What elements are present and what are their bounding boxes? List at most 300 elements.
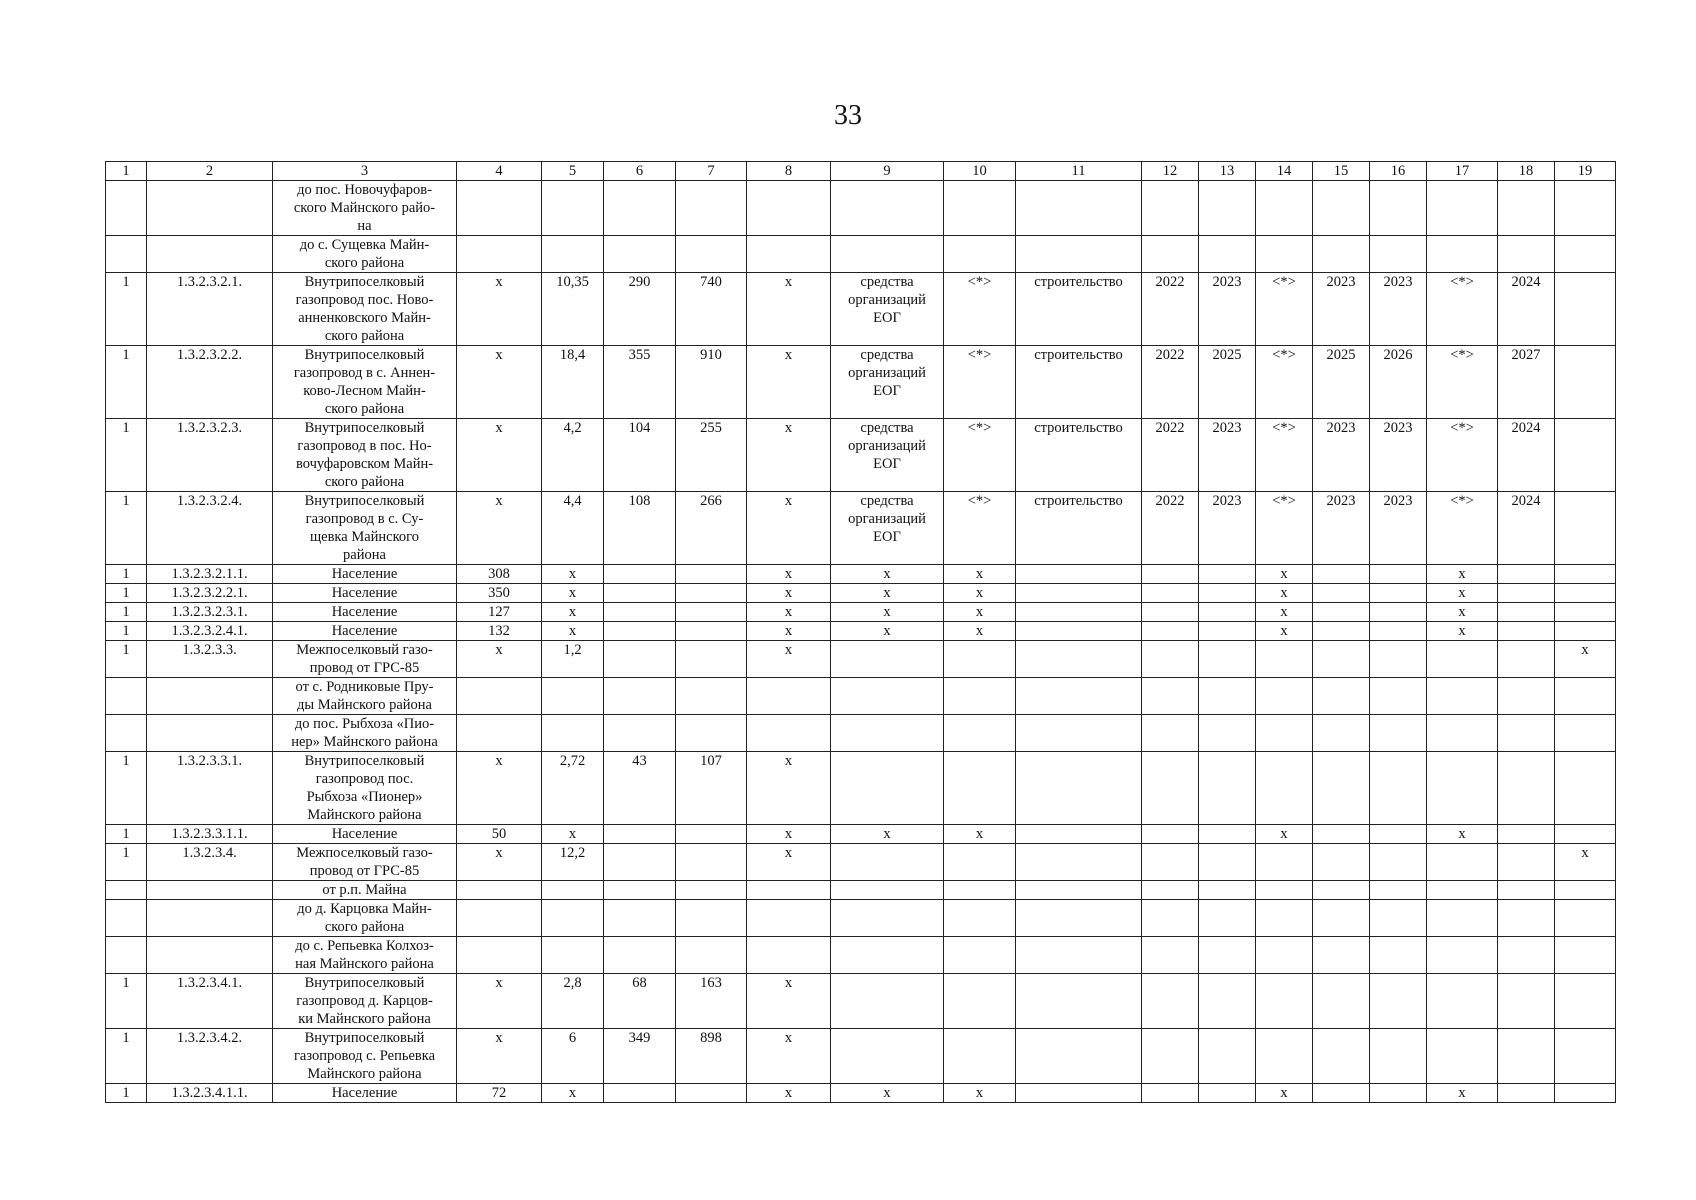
table-cell-col-17: x xyxy=(1427,1084,1498,1103)
table-cell-col-13 xyxy=(1199,584,1256,603)
table-cell-col-18 xyxy=(1498,678,1555,715)
table-row xyxy=(106,565,1616,584)
table-row xyxy=(106,1084,1616,1103)
table-cell-col-4: 350 xyxy=(457,584,542,603)
table-cell-col-8: x xyxy=(747,346,831,419)
table-cell-col-9 xyxy=(831,974,944,1029)
table-cell-col-14 xyxy=(1256,881,1313,900)
table-cell-col-18: 2027 xyxy=(1498,346,1555,419)
table-cell-col-4: 50 xyxy=(457,825,542,844)
table-cell-col-1: 1 xyxy=(106,492,147,565)
table-cell-col-17: x xyxy=(1427,565,1498,584)
table-cell-col-14: <*> xyxy=(1256,273,1313,346)
table-cell-col-5: x xyxy=(542,565,604,584)
table-cell-col-15: 2023 xyxy=(1313,492,1370,565)
table-cell-col-3: Население xyxy=(273,603,457,622)
table-cell-col-16 xyxy=(1370,622,1427,641)
table-cell-col-11 xyxy=(1016,641,1142,678)
table-cell-col-16 xyxy=(1370,678,1427,715)
table-cell-col-9: x xyxy=(831,1084,944,1103)
table-cell-col-5: 4,4 xyxy=(542,492,604,565)
table-cell-col-12 xyxy=(1142,1084,1199,1103)
table-cell-col-4 xyxy=(457,937,542,974)
table-row xyxy=(106,715,1616,752)
header-cell-18: 18 xyxy=(1498,162,1555,181)
table-cell-col-5: 10,35 xyxy=(542,273,604,346)
table-cell-col-19 xyxy=(1555,900,1616,937)
table-cell-col-1 xyxy=(106,181,147,236)
table-cell-col-11: строительство xyxy=(1016,492,1142,565)
table-cell-col-17 xyxy=(1427,881,1498,900)
table-cell-col-16 xyxy=(1370,752,1427,825)
table-cell-col-17 xyxy=(1427,900,1498,937)
table-cell-col-5: 6 xyxy=(542,1029,604,1084)
table-cell-col-6 xyxy=(604,236,676,273)
table-cell-col-16 xyxy=(1370,881,1427,900)
table-cell-col-17 xyxy=(1427,844,1498,881)
table-cell-col-6: 108 xyxy=(604,492,676,565)
table-cell-col-12 xyxy=(1142,641,1199,678)
table-cell-col-9: x xyxy=(831,565,944,584)
table-cell-col-11 xyxy=(1016,236,1142,273)
table-cell-col-6: 104 xyxy=(604,419,676,492)
table-cell-col-19 xyxy=(1555,1084,1616,1103)
table-cell-col-8: x xyxy=(747,641,831,678)
table-cell-col-16 xyxy=(1370,844,1427,881)
table-cell-col-19 xyxy=(1555,678,1616,715)
table-cell-col-19 xyxy=(1555,603,1616,622)
table-cell-col-1 xyxy=(106,715,147,752)
table-cell-col-10 xyxy=(944,974,1016,1029)
table-cell-col-12: 2022 xyxy=(1142,346,1199,419)
table-cell-col-18 xyxy=(1498,752,1555,825)
table-cell-col-2 xyxy=(147,181,273,236)
table-cell-col-9: x xyxy=(831,825,944,844)
table-cell-col-10 xyxy=(944,881,1016,900)
table-cell-col-17: x xyxy=(1427,825,1498,844)
table-cell-col-1 xyxy=(106,678,147,715)
table-cell-col-18 xyxy=(1498,584,1555,603)
table-cell-col-14 xyxy=(1256,236,1313,273)
table-cell-col-14 xyxy=(1256,641,1313,678)
table-cell-col-5: x xyxy=(542,825,604,844)
table-cell-col-16 xyxy=(1370,565,1427,584)
table-cell-col-16 xyxy=(1370,603,1427,622)
table-cell-col-7: 910 xyxy=(676,346,747,419)
table-cell-col-17: x xyxy=(1427,603,1498,622)
table-cell-col-3: Внутрипоселковый газопровод в с. Су- щевка Майнского района xyxy=(273,492,457,565)
table-cell-col-9 xyxy=(831,844,944,881)
table-cell-col-9 xyxy=(831,181,944,236)
table-cell-col-13 xyxy=(1199,1029,1256,1084)
table-cell-col-5 xyxy=(542,236,604,273)
table-cell-col-13 xyxy=(1199,603,1256,622)
table-cell-col-11 xyxy=(1016,825,1142,844)
table-cell-col-14 xyxy=(1256,1029,1313,1084)
header-row xyxy=(106,162,1616,181)
table-cell-col-18 xyxy=(1498,622,1555,641)
table-cell-col-10 xyxy=(944,236,1016,273)
table-cell-col-13: 2023 xyxy=(1199,492,1256,565)
table-cell-col-1: 1 xyxy=(106,346,147,419)
table-cell-col-2: 1.3.2.3.2.3.1. xyxy=(147,603,273,622)
table-cell-col-16 xyxy=(1370,825,1427,844)
table-cell-col-8: x xyxy=(747,825,831,844)
table-cell-col-19 xyxy=(1555,622,1616,641)
table-row xyxy=(106,603,1616,622)
table-cell-col-16 xyxy=(1370,584,1427,603)
table-cell-col-2 xyxy=(147,678,273,715)
table-cell-col-17 xyxy=(1427,641,1498,678)
table-cell-col-16 xyxy=(1370,715,1427,752)
table-cell-col-12: 2022 xyxy=(1142,273,1199,346)
table-cell-col-11 xyxy=(1016,937,1142,974)
table-cell-col-19 xyxy=(1555,937,1616,974)
table-cell-col-5 xyxy=(542,900,604,937)
table-cell-col-8: x xyxy=(747,974,831,1029)
table-cell-col-4: x xyxy=(457,844,542,881)
table-cell-col-4: 132 xyxy=(457,622,542,641)
table-cell-col-4: x xyxy=(457,752,542,825)
table-cell-col-5 xyxy=(542,678,604,715)
table-cell-col-7 xyxy=(676,603,747,622)
table-cell-col-1: 1 xyxy=(106,419,147,492)
table-cell-col-7 xyxy=(676,900,747,937)
table-cell-col-10: <*> xyxy=(944,273,1016,346)
header-cell-1: 1 xyxy=(106,162,147,181)
table-cell-col-14: <*> xyxy=(1256,419,1313,492)
table-cell-col-3: до с. Сущевка Майн- ского района xyxy=(273,236,457,273)
table-cell-col-7: 898 xyxy=(676,1029,747,1084)
table-row xyxy=(106,584,1616,603)
table-cell-col-8: x xyxy=(747,419,831,492)
table-cell-col-14 xyxy=(1256,752,1313,825)
table-cell-col-3: Население xyxy=(273,825,457,844)
table-cell-col-16: 2023 xyxy=(1370,273,1427,346)
table-cell-col-3: Внутрипоселковый газопровод с. Репьевка Майнского района xyxy=(273,1029,457,1084)
table-cell-col-12 xyxy=(1142,678,1199,715)
table-cell-col-4: x xyxy=(457,419,542,492)
table-cell-col-8 xyxy=(747,937,831,974)
table-cell-col-13 xyxy=(1199,900,1256,937)
header-cell-4: 4 xyxy=(457,162,542,181)
table-cell-col-6: 355 xyxy=(604,346,676,419)
table-cell-col-13 xyxy=(1199,715,1256,752)
table-cell-col-10: <*> xyxy=(944,346,1016,419)
table-cell-col-16: 2023 xyxy=(1370,492,1427,565)
table-cell-col-2: 1.3.2.3.2.2.1. xyxy=(147,584,273,603)
table-cell-col-19 xyxy=(1555,881,1616,900)
table-cell-col-8: x xyxy=(747,273,831,346)
header-cell-3: 3 xyxy=(273,162,457,181)
table-cell-col-9: средства организаций ЕОГ xyxy=(831,419,944,492)
table-row xyxy=(106,641,1616,678)
table-cell-col-14: <*> xyxy=(1256,492,1313,565)
header-cell-2: 2 xyxy=(147,162,273,181)
table-cell-col-10: x xyxy=(944,584,1016,603)
table-cell-col-6: 349 xyxy=(604,1029,676,1084)
table-cell-col-12 xyxy=(1142,844,1199,881)
table-cell-col-2: 1.3.2.3.4.2. xyxy=(147,1029,273,1084)
table-cell-col-19 xyxy=(1555,584,1616,603)
table-cell-col-13 xyxy=(1199,622,1256,641)
table-cell-col-2 xyxy=(147,881,273,900)
data-table xyxy=(105,161,1616,1103)
table-cell-col-7 xyxy=(676,236,747,273)
table-cell-col-4: 308 xyxy=(457,565,542,584)
table-cell-col-16: 2026 xyxy=(1370,346,1427,419)
table-cell-col-13 xyxy=(1199,236,1256,273)
table-cell-col-16 xyxy=(1370,1084,1427,1103)
header-cell-16: 16 xyxy=(1370,162,1427,181)
table-cell-col-18 xyxy=(1498,1084,1555,1103)
table-cell-col-11 xyxy=(1016,584,1142,603)
table-row xyxy=(106,273,1616,346)
table-cell-col-5: 2,8 xyxy=(542,974,604,1029)
table-cell-col-1: 1 xyxy=(106,825,147,844)
table-cell-col-14 xyxy=(1256,715,1313,752)
table-cell-col-9 xyxy=(831,937,944,974)
table-cell-col-13 xyxy=(1199,1084,1256,1103)
table-cell-col-4 xyxy=(457,678,542,715)
table-cell-col-13: 2025 xyxy=(1199,346,1256,419)
table-cell-col-1: 1 xyxy=(106,974,147,1029)
table-cell-col-4: x xyxy=(457,1029,542,1084)
table-cell-col-15 xyxy=(1313,900,1370,937)
table-cell-col-15 xyxy=(1313,584,1370,603)
table-cell-col-7 xyxy=(676,622,747,641)
table-cell-col-6 xyxy=(604,937,676,974)
table-cell-col-8 xyxy=(747,900,831,937)
table-cell-col-9: средства организаций ЕОГ xyxy=(831,346,944,419)
table-cell-col-7 xyxy=(676,678,747,715)
table-cell-col-11 xyxy=(1016,881,1142,900)
table-cell-col-1: 1 xyxy=(106,752,147,825)
table-cell-col-18 xyxy=(1498,181,1555,236)
table-cell-col-4: x xyxy=(457,492,542,565)
table-cell-col-5 xyxy=(542,937,604,974)
table-cell-col-10 xyxy=(944,715,1016,752)
table-cell-col-19 xyxy=(1555,974,1616,1029)
table-cell-col-2 xyxy=(147,900,273,937)
table-cell-col-6: 290 xyxy=(604,273,676,346)
table-cell-col-19 xyxy=(1555,1029,1616,1084)
table-cell-col-1: 1 xyxy=(106,273,147,346)
header-cell-6: 6 xyxy=(604,162,676,181)
table-cell-col-18 xyxy=(1498,881,1555,900)
table-cell-col-10 xyxy=(944,900,1016,937)
table-cell-col-18: 2024 xyxy=(1498,492,1555,565)
table-cell-col-3: Население xyxy=(273,584,457,603)
table-cell-col-10 xyxy=(944,1029,1016,1084)
table-cell-col-4 xyxy=(457,181,542,236)
table-cell-col-17: <*> xyxy=(1427,346,1498,419)
table-cell-col-11 xyxy=(1016,900,1142,937)
table-row xyxy=(106,492,1616,565)
table-cell-col-11: строительство xyxy=(1016,419,1142,492)
table-cell-col-12: 2022 xyxy=(1142,419,1199,492)
table-cell-col-12 xyxy=(1142,181,1199,236)
table-cell-col-12 xyxy=(1142,937,1199,974)
table-cell-col-4: x xyxy=(457,641,542,678)
table-cell-col-15 xyxy=(1313,181,1370,236)
table-cell-col-6 xyxy=(604,825,676,844)
table-cell-col-9: x xyxy=(831,622,944,641)
table-cell-col-3: Население xyxy=(273,622,457,641)
table-cell-col-5 xyxy=(542,715,604,752)
table-cell-col-13 xyxy=(1199,181,1256,236)
table-cell-col-1: 1 xyxy=(106,1084,147,1103)
table-cell-col-10: x xyxy=(944,565,1016,584)
table-cell-col-8: x xyxy=(747,584,831,603)
table-cell-col-7 xyxy=(676,1084,747,1103)
table-cell-col-12 xyxy=(1142,584,1199,603)
table-cell-col-15 xyxy=(1313,752,1370,825)
table-cell-col-2: 1.3.2.3.4.1.1. xyxy=(147,1084,273,1103)
table-cell-col-9 xyxy=(831,678,944,715)
table-cell-col-16 xyxy=(1370,974,1427,1029)
table-cell-col-7: 107 xyxy=(676,752,747,825)
table-cell-col-13 xyxy=(1199,974,1256,1029)
table-cell-col-8 xyxy=(747,181,831,236)
table-cell-col-10: x xyxy=(944,603,1016,622)
table-cell-col-3: до с. Репьевка Колхоз- ная Майнского района xyxy=(273,937,457,974)
header-cell-13: 13 xyxy=(1199,162,1256,181)
table-cell-col-12 xyxy=(1142,974,1199,1029)
table-cell-col-4: x xyxy=(457,974,542,1029)
table-cell-col-6: 43 xyxy=(604,752,676,825)
table-cell-col-4: 72 xyxy=(457,1084,542,1103)
table-row xyxy=(106,937,1616,974)
table-cell-col-4: x xyxy=(457,273,542,346)
table-cell-col-17: x xyxy=(1427,622,1498,641)
table-cell-col-17 xyxy=(1427,181,1498,236)
table-cell-col-11 xyxy=(1016,565,1142,584)
table-cell-col-5 xyxy=(542,181,604,236)
table-cell-col-12 xyxy=(1142,1029,1199,1084)
table-cell-col-7 xyxy=(676,715,747,752)
table-cell-col-6 xyxy=(604,181,676,236)
table-body xyxy=(106,181,1616,1103)
table-cell-col-14 xyxy=(1256,937,1313,974)
table-cell-col-13 xyxy=(1199,565,1256,584)
header-cell-11: 11 xyxy=(1016,162,1142,181)
table-cell-col-11 xyxy=(1016,622,1142,641)
table-cell-col-10 xyxy=(944,181,1016,236)
table-cell-col-6 xyxy=(604,1084,676,1103)
table-cell-col-3: Межпоселковый газо- провод от ГРС-85 xyxy=(273,844,457,881)
table-cell-col-17 xyxy=(1427,752,1498,825)
table-cell-col-15 xyxy=(1313,974,1370,1029)
table-cell-col-19 xyxy=(1555,236,1616,273)
table-cell-col-18 xyxy=(1498,825,1555,844)
table-cell-col-18 xyxy=(1498,844,1555,881)
table-cell-col-19 xyxy=(1555,346,1616,419)
table-cell-col-15 xyxy=(1313,1029,1370,1084)
table-cell-col-6 xyxy=(604,881,676,900)
table-cell-col-9: x xyxy=(831,603,944,622)
table-cell-col-8: x xyxy=(747,565,831,584)
table-cell-col-5: x xyxy=(542,603,604,622)
table-cell-col-2: 1.3.2.3.3.1.1. xyxy=(147,825,273,844)
table-row xyxy=(106,974,1616,1029)
table-cell-col-17: <*> xyxy=(1427,492,1498,565)
table-cell-col-2: 1.3.2.3.3.1. xyxy=(147,752,273,825)
table-cell-col-14 xyxy=(1256,181,1313,236)
table-cell-col-12 xyxy=(1142,900,1199,937)
table-cell-col-7 xyxy=(676,584,747,603)
table-cell-col-11 xyxy=(1016,715,1142,752)
table-cell-col-13 xyxy=(1199,678,1256,715)
table-cell-col-10: x xyxy=(944,825,1016,844)
table-cell-col-6 xyxy=(604,641,676,678)
table-cell-col-4: x xyxy=(457,346,542,419)
table-row xyxy=(106,678,1616,715)
table-cell-col-19: x xyxy=(1555,641,1616,678)
table-cell-col-9: средства организаций ЕОГ xyxy=(831,273,944,346)
table-cell-col-8 xyxy=(747,236,831,273)
table-row xyxy=(106,1029,1616,1084)
table-cell-col-2: 1.3.2.3.2.1.1. xyxy=(147,565,273,584)
table-cell-col-8 xyxy=(747,678,831,715)
table-cell-col-18 xyxy=(1498,565,1555,584)
table-cell-col-18: 2024 xyxy=(1498,273,1555,346)
table-cell-col-7 xyxy=(676,825,747,844)
table-cell-col-12 xyxy=(1142,825,1199,844)
table-cell-col-14 xyxy=(1256,678,1313,715)
table-cell-col-19 xyxy=(1555,419,1616,492)
table-cell-col-3: до пос. Новочуфаров- ского Майнского райо- на xyxy=(273,181,457,236)
table-cell-col-17 xyxy=(1427,937,1498,974)
table-cell-col-15 xyxy=(1313,678,1370,715)
table-cell-col-15 xyxy=(1313,881,1370,900)
table-cell-col-11 xyxy=(1016,1029,1142,1084)
table-cell-col-10: x xyxy=(944,622,1016,641)
table-cell-col-17: <*> xyxy=(1427,273,1498,346)
table-row xyxy=(106,825,1616,844)
table-cell-col-7 xyxy=(676,881,747,900)
table-cell-col-17 xyxy=(1427,715,1498,752)
table-cell-col-10: <*> xyxy=(944,492,1016,565)
table-cell-col-4 xyxy=(457,236,542,273)
table-cell-col-12 xyxy=(1142,622,1199,641)
table-cell-col-14: x xyxy=(1256,1084,1313,1103)
table-cell-col-10 xyxy=(944,678,1016,715)
table-cell-col-7: 266 xyxy=(676,492,747,565)
table-cell-col-15 xyxy=(1313,844,1370,881)
table-row xyxy=(106,881,1616,900)
table-cell-col-2: 1.3.2.3.2.4. xyxy=(147,492,273,565)
header-cell-19: 19 xyxy=(1555,162,1616,181)
header-cell-9: 9 xyxy=(831,162,944,181)
table-cell-col-14: x xyxy=(1256,825,1313,844)
table-cell-col-13 xyxy=(1199,752,1256,825)
table-cell-col-9: средства организаций ЕОГ xyxy=(831,492,944,565)
table-cell-col-6 xyxy=(604,622,676,641)
table-cell-col-3: до пос. Рыбхоза «Пио- нер» Майнского района xyxy=(273,715,457,752)
table-cell-col-18 xyxy=(1498,641,1555,678)
table-cell-col-1 xyxy=(106,881,147,900)
table-cell-col-15 xyxy=(1313,641,1370,678)
table-cell-col-11 xyxy=(1016,678,1142,715)
table-cell-col-2: 1.3.2.3.2.3. xyxy=(147,419,273,492)
table-cell-col-10: <*> xyxy=(944,419,1016,492)
header-cell-17: 17 xyxy=(1427,162,1498,181)
table-cell-col-11: строительство xyxy=(1016,346,1142,419)
table-cell-col-18 xyxy=(1498,900,1555,937)
table-cell-col-14: x xyxy=(1256,603,1313,622)
table-cell-col-6 xyxy=(604,678,676,715)
